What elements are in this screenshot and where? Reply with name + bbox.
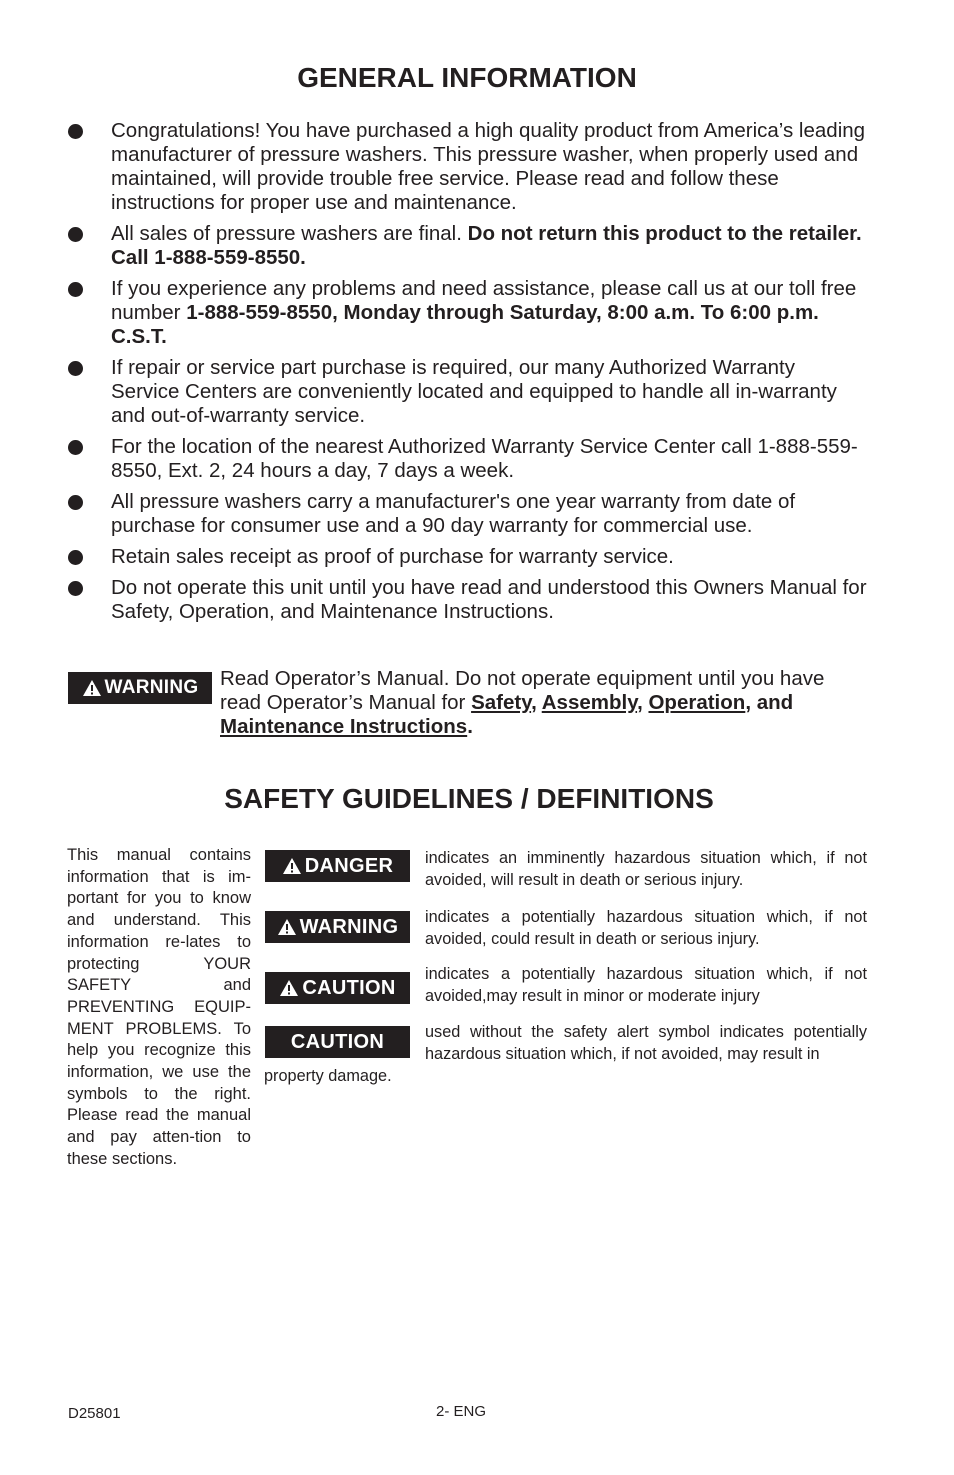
bullet-icon (68, 282, 83, 297)
list-item (68, 119, 868, 215)
bullet-text: If repair or service part purchase is required, our many Authorized Warranty Service Centers are conveniently located and equipped to handle all in-warranty and out-of-warranty service. (111, 356, 837, 427)
warning-notice-text (220, 667, 860, 739)
badge-label: CAUTION (290, 1030, 385, 1053)
caution-definition-tail: property damage. (264, 1067, 392, 1085)
caution-badge (265, 1026, 410, 1058)
safety-ref: Safety (471, 691, 532, 714)
page-number: 2- ENG (436, 1403, 487, 1420)
warning-text: Read Operator’s Manual. Do not operate equipment until you have read Operator’s Manual for (220, 667, 825, 714)
section-title-safety-guidelines: SAFETY GUIDELINES / DEFINITIONS (224, 783, 714, 814)
separator: , and (745, 691, 794, 714)
danger-definition: indicates an imminently hazardous situation which, if not avoided, will result in death or serious injury. (425, 849, 867, 889)
bullet-icon (68, 227, 83, 242)
danger-badge (265, 850, 410, 882)
bullet-text: All sales of pressure washers are final. (111, 222, 468, 245)
alert-triangle-icon (277, 918, 297, 936)
list-item (68, 277, 868, 349)
list-item (68, 545, 868, 569)
badge-label: WARNING (104, 677, 199, 698)
list-item (68, 435, 868, 483)
bullet-bold-text: Do not return this product to the retailer. Call 1-888-559-8550. (111, 222, 862, 269)
bullet-icon (68, 124, 83, 139)
badge-label: DANGER (304, 854, 394, 877)
separator: , (531, 691, 542, 714)
bullet-icon (68, 440, 83, 455)
alert-triangle-icon (282, 857, 302, 875)
section-title-general-information: GENERAL INFORMATION (297, 62, 637, 93)
alert-triangle-icon (279, 979, 299, 997)
separator: , (637, 691, 649, 714)
list-item (68, 490, 868, 538)
caution-definition: used without the safety alert symbol indicates potentially hazardous situation which, if not avoided, may result in (425, 1023, 867, 1063)
bullet-text: Congratulations! You have purchased a high quality product from America’s leading manufacturer of pressure washers. This pressure washer, when properly used and maintained, will provide trouble free service. Please read and follow these instructions for proper use and maintenance. (111, 119, 866, 214)
document-number: D25801 (68, 1405, 121, 1422)
bullet-text: For the location of the nearest Authorized Warranty Service Center call 1-888-559-8550, Ext. 2, 24 hours a day, 7 days a week. (111, 435, 858, 482)
bullet-text: Retain sales receipt as proof of purchase for warranty service. (111, 545, 674, 568)
list-item (68, 222, 868, 270)
period: . (467, 715, 473, 738)
bullet-icon (68, 495, 83, 510)
warning-definition: indicates a potentially hazardous situation which, if not avoided, could result in death or serious injury. (425, 908, 867, 948)
safety-intro-text: This manual contains information that is im-portant for you to know and understand. This information re-lates to protecting YOUR SAFETY and PREVENTING EQUIP-MENT PROBLEMS. To help you recognize this information, we use the symbols to the right. Please read the manual and pay atten-tion to these sections. (67, 846, 251, 1168)
assembly-ref: Assembly (541, 691, 638, 714)
maintenance-ref: Maintenance Instructions (220, 715, 468, 738)
list-item (68, 356, 868, 428)
caution-alert-definition: indicates a potentially hazardous situation which, if not avoided,may result in minor or moderate injury (425, 965, 867, 1005)
badge-label: WARNING (299, 915, 399, 938)
caution-alert-badge (265, 972, 410, 1004)
bullet-icon (68, 361, 83, 376)
badge-label: CAUTION (302, 976, 396, 999)
bullet-icon (68, 581, 83, 596)
bullet-bold-text: 1-888-559-8550, Monday through Saturday, 8:00 a.m. To 6:00 p.m. C.S.T. (111, 301, 819, 348)
general-info-list (68, 119, 868, 631)
alert-triangle-icon (82, 679, 102, 697)
bullet-icon (68, 550, 83, 565)
operation-ref: Operation (648, 691, 746, 714)
warning-badge (265, 911, 410, 943)
list-item (68, 576, 868, 624)
bullet-text: If you experience any problems and need assistance, please call us at our toll free number (111, 277, 857, 324)
warning-badge (68, 672, 212, 704)
bullet-text: Do not operate this unit until you have read and understood this Owners Manual for Safety, Operation, and Maintenance Instructions. (111, 576, 867, 623)
bullet-text: All pressure washers carry a manufacturer's one year warranty from date of purchase for consumer use and a 90 day warranty for commercial use. (111, 490, 796, 537)
